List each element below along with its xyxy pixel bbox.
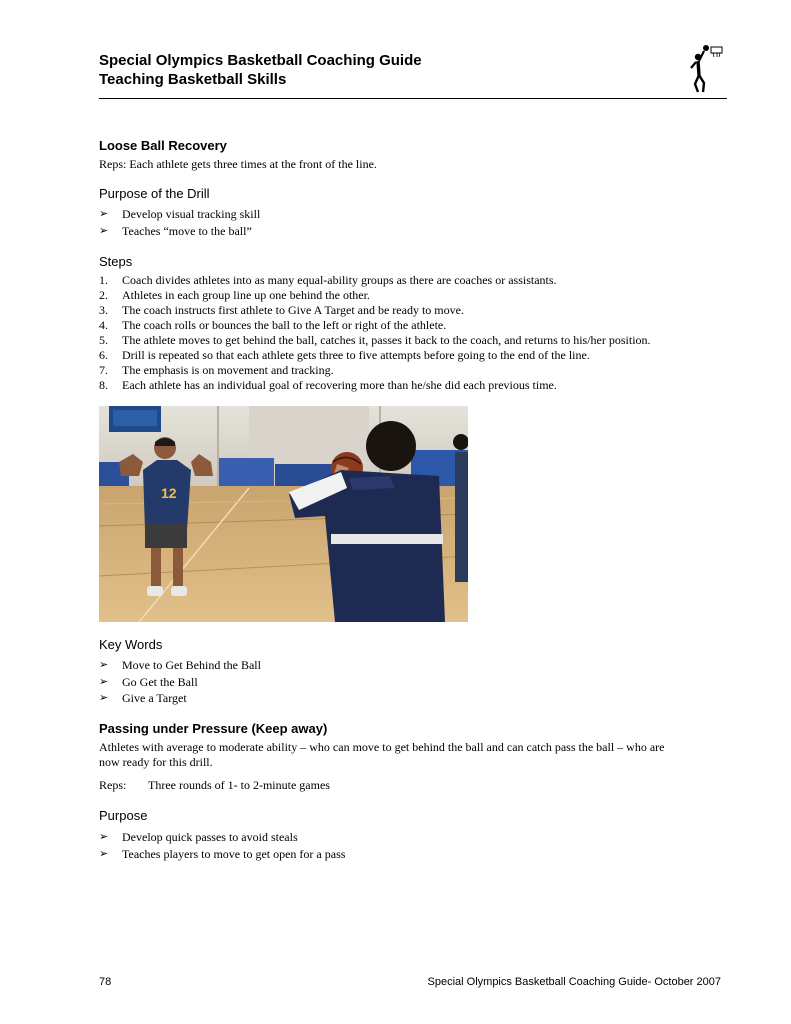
steps-heading: Steps [99,254,133,269]
reps-value: Three rounds of 1- to 2-minute games [148,778,330,792]
page-number: 78 [99,976,112,988]
arrow-bullet-icon: ➢ [99,659,109,671]
header-subtitle: Teaching Basketball Skills [99,71,287,88]
passing-description: Athletes with average to moderate ability – who can move to get behind the ball and can catch pass the ball – who are [99,740,665,754]
arrow-bullet-icon: ➢ [99,208,109,220]
footer-guide-title: Special Olympics Basketball Coaching Guide- October 2007 [427,976,721,988]
arrow-bullet-icon: ➢ [99,831,109,843]
arrow-bullet-icon: ➢ [99,224,109,237]
header-rule [99,98,727,99]
purpose-heading: Purpose of the Drill [99,186,210,201]
section-heading-loose-ball: Loose Ball Recovery [99,138,227,153]
reps-text: Reps: Each athlete gets three times at the front of the line. [99,157,377,171]
passing-description-cont: now ready for this drill. [99,755,213,769]
section-heading-passing: Passing under Pressure (Keep away) [99,721,328,736]
arrow-bullet-icon: ➢ [99,675,109,688]
basketball-player-icon [686,44,724,94]
jersey-number: 12 [161,485,177,501]
arrow-bullet-icon: ➢ [99,692,109,704]
header-title: Special Olympics Basketball Coaching Guide [99,52,422,69]
reps-label: Reps: [99,778,127,792]
purpose-heading-2: Purpose [99,808,148,823]
drill-photo [99,406,468,622]
keywords-heading: Key Words [99,637,163,652]
arrow-bullet-icon: ➢ [99,847,109,860]
gym-scene [99,406,468,622]
